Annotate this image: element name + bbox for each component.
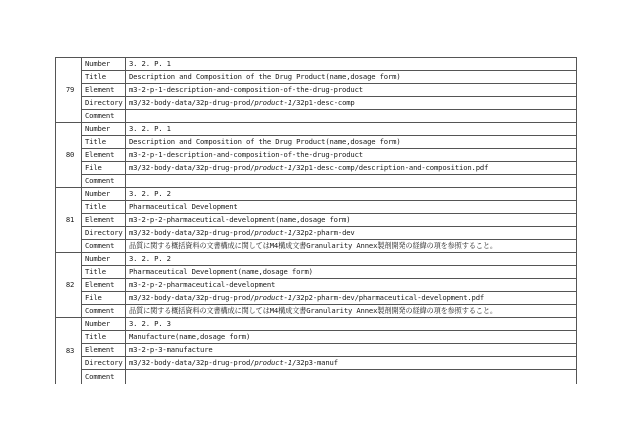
table-row (56, 318, 577, 331)
path-suffix: /32p1-desc-comp (291, 98, 355, 107)
path-prefix: m3/32-body-data/32p-drug-prod/ (129, 98, 255, 107)
field-value (126, 370, 577, 385)
field-label: Title (82, 266, 126, 279)
field-value: Manufacture(name,dosage form) (126, 331, 577, 344)
field-label: File (82, 292, 126, 305)
path-suffix: /32p1-desc-comp/description-and-composition.pdf (291, 163, 489, 172)
path-product-placeholder: product-1 (254, 163, 292, 172)
field-label: Title (82, 71, 126, 84)
field-label: Title (82, 136, 126, 149)
table-row (56, 240, 577, 253)
field-label: Number (82, 318, 126, 331)
record-number: 79 (56, 58, 82, 123)
table-row (56, 162, 577, 175)
table-row (56, 279, 577, 292)
record-number: 83 (56, 318, 82, 385)
field-label: Directory (82, 97, 126, 110)
field-label: Number (82, 123, 126, 136)
path-product-placeholder: product-1 (254, 358, 292, 367)
table-row (56, 58, 577, 71)
field-label: Element (82, 149, 126, 162)
field-value: Description and Composition of the Drug Product(name,dosage form) (126, 71, 577, 84)
path-prefix: m3/32-body-data/32p-drug-prod/ (129, 358, 255, 367)
path-prefix: m3/32-body-data/32p-drug-prod/ (129, 163, 255, 172)
field-value: 品質に関する概括資料の文書構成に関してはM4構成文書Granularity Annex製剤開発の経緯の項を参照すること。 (126, 305, 577, 318)
field-label: Element (82, 344, 126, 357)
field-label: Title (82, 331, 126, 344)
path-prefix: m3/32-body-data/32p-drug-prod/ (129, 293, 255, 302)
table-row (56, 175, 577, 188)
field-label: Comment (82, 240, 126, 253)
field-value (126, 357, 577, 370)
table-row (56, 201, 577, 214)
table-row (56, 110, 577, 123)
field-label: Title (82, 201, 126, 214)
table-row (56, 292, 577, 305)
field-value (126, 97, 577, 110)
field-label: Directory (82, 357, 126, 370)
field-label: Directory (82, 227, 126, 240)
field-value: m3-2-p-1-description-and-composition-of-the-drug-product (126, 149, 577, 162)
path-prefix: m3/32-body-data/32p-drug-prod/ (129, 228, 255, 237)
table-row (56, 71, 577, 84)
table-row (56, 149, 577, 162)
field-label: Number (82, 58, 126, 71)
table-row (56, 214, 577, 227)
field-value (126, 292, 577, 305)
field-value: m3-2-p-1-description-and-composition-of-the-drug-product (126, 84, 577, 97)
record-number: 82 (56, 253, 82, 318)
table-row (56, 136, 577, 149)
path-suffix: /32p2-pharm-dev/pharmaceutical-development.pdf (291, 293, 485, 302)
field-value: 3. 2. P. 2 (126, 188, 577, 201)
table-row (56, 370, 577, 385)
table-row (56, 331, 577, 344)
field-value (126, 162, 577, 175)
field-value: 3. 2. P. 2 (126, 253, 577, 266)
field-value: m3-2-p-2-pharmaceutical-development (126, 279, 577, 292)
field-value: 品質に関する概括資料の文書構成に関してはM4構成文書Granularity Annex製剤開発の経緯の項を参照すること。 (126, 240, 577, 253)
path-product-placeholder: product-1 (254, 228, 292, 237)
field-label: Comment (82, 175, 126, 188)
spec-table-body (56, 58, 577, 385)
record-number: 80 (56, 123, 82, 188)
field-value: 3. 2. P. 3 (126, 318, 577, 331)
field-value (126, 175, 577, 188)
path-product-placeholder: product-1 (254, 293, 292, 302)
field-label: Comment (82, 110, 126, 123)
record-number: 81 (56, 188, 82, 253)
table-row (56, 97, 577, 110)
path-suffix: /32p2-pharm-dev (291, 228, 355, 237)
field-value: 3. 2. P. 1 (126, 58, 577, 71)
table-row (56, 357, 577, 370)
table-row (56, 123, 577, 136)
field-label: Comment (82, 305, 126, 318)
path-product-placeholder: product-1 (254, 98, 292, 107)
field-value: Pharmaceutical Development(name,dosage form) (126, 266, 577, 279)
field-value (126, 227, 577, 240)
table-row (56, 253, 577, 266)
table-row (56, 266, 577, 279)
field-label: Element (82, 279, 126, 292)
field-value: Description and Composition of the Drug Product(name,dosage form) (126, 136, 577, 149)
field-value: m3-2-p-3-manufacture (126, 344, 577, 357)
table-row (56, 227, 577, 240)
field-value: Pharmaceutical Development (126, 201, 577, 214)
table-row (56, 344, 577, 357)
table-row (56, 84, 577, 97)
path-suffix: /32p3-manuf (291, 358, 338, 367)
field-value: m3-2-p-2-pharmaceutical-development(name,dosage form) (126, 214, 577, 227)
field-label: File (82, 162, 126, 175)
field-label: Number (82, 188, 126, 201)
field-label: Element (82, 214, 126, 227)
field-label: Comment (82, 370, 126, 385)
spec-table (55, 57, 577, 384)
field-label: Element (82, 84, 126, 97)
field-value (126, 110, 577, 123)
table-row (56, 188, 577, 201)
field-label: Number (82, 253, 126, 266)
table-row (56, 305, 577, 318)
field-value: 3. 2. P. 1 (126, 123, 577, 136)
